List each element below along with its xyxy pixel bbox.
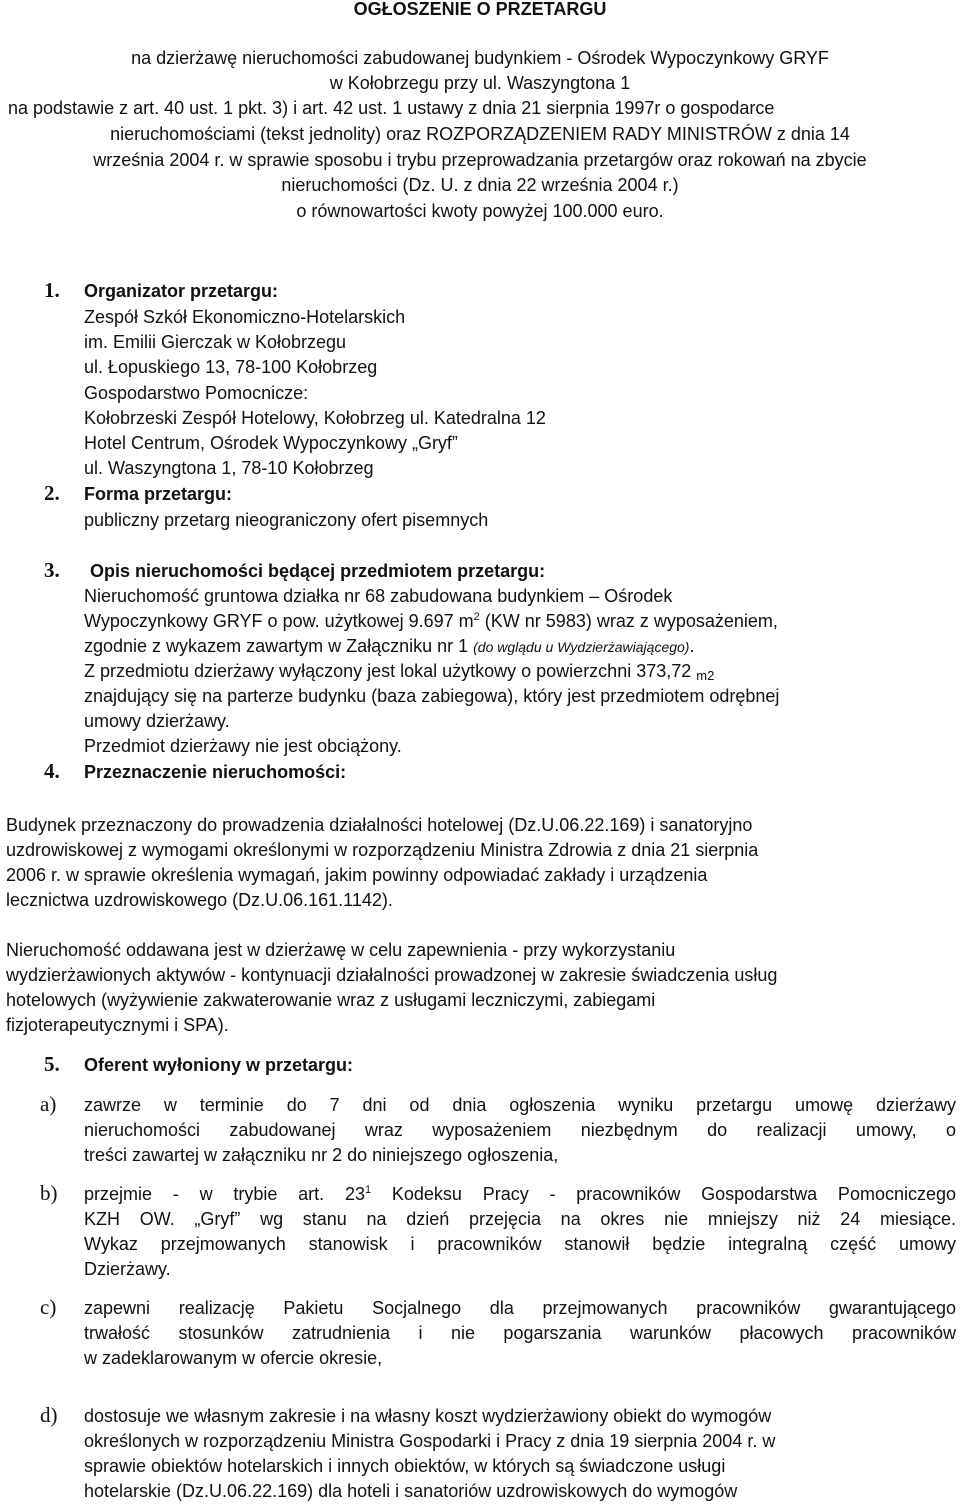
intro-line: nieruchomości (Dz. U. z dnia 22 września 2004 r.) xyxy=(281,175,679,195)
section-number: 3. xyxy=(44,558,60,582)
description-line: znajdujący się na parterze budynku (baza zabiegowa), który jest przedmiotem odrębnej xyxy=(84,686,780,706)
organizer-line: ul. Łopuskiego 13, 78-100 Kołobrzeg xyxy=(84,357,378,377)
purpose-line: Nieruchomość oddawana jest w dzierżawę w celu zapewnienia - przy wykorzystaniu xyxy=(6,940,676,960)
purpose-line: 2006 r. w sprawie określenia wymagań, jakim powinny odpowiadać zakłady i urządzenia xyxy=(6,865,708,885)
attachment-note: (do wglądu u Wydzierżawiającego) xyxy=(473,639,690,655)
organizer-line: Gospodarstwo Pomocnicze: xyxy=(84,383,309,403)
section-number: 2. xyxy=(44,481,60,505)
purpose-line: lecznictwa uzdrowiskowego (Dz.U.06.161.1142). xyxy=(6,890,393,910)
item-label: a) xyxy=(40,1092,57,1116)
item-line: treści zawartej w załączniku nr 2 do niniejszego ogłoszenia, xyxy=(84,1145,559,1165)
item-label: b) xyxy=(40,1181,58,1205)
intro-line: nieruchomościami (tekst jednolity) oraz ROZPORZĄDZENIEM RADY MINISTRÓW z dnia 14 xyxy=(110,124,850,144)
item-line: dostosuje we własnym zakresie i na własny koszt wydzierżawiony obiekt do wymogów xyxy=(84,1406,772,1426)
form-line: publiczny przetarg nieograniczony ofert pisemnych xyxy=(84,510,489,530)
item-line: nieruchomości zabudowanej wraz wyposażeniem niezbędnym do realizacji umowy, o xyxy=(84,1120,956,1140)
item-line: hotelarskie (Dz.U.06.22.169) dla hoteli i sanatoriów uzdrowiskowych do wymogów xyxy=(84,1481,738,1501)
section-number: 5. xyxy=(44,1052,60,1076)
description-line: umowy dzierżawy. xyxy=(84,711,230,731)
item-line: w zadeklarowanym w ofercie okresie, xyxy=(84,1348,383,1368)
item-line: przejmie - w trybie art. $23^1$ Kodeksu Pracy - pracowników Gospodarstwa Pomocniczego xyxy=(84,1184,957,1204)
intro-line: na podstawie z art. 40 ust. 1 pkt. 3) i art. 42 ust. 1 ustawy z dnia 21 sierpnia 1997r o gospodarce xyxy=(8,98,775,118)
description-line: Przedmiot dzierżawy nie jest obciążony. xyxy=(84,736,402,756)
description-line: Wypoczynkowy GRYF o pow. użytkowej 9.697 $m^2$ (KW nr 5983) wraz z wyposażeniem, xyxy=(84,611,778,631)
item-line: określonych w rozporządzeniu Ministra Gospodarki i Pracy z dnia 19 sierpnia 2004 r. w xyxy=(84,1431,776,1451)
intro-line: na dzierżawę nieruchomości zabudowanej budynkiem - Ośrodek Wypoczynkowy GRYF xyxy=(131,48,829,68)
page-title: OGŁOSZENIE O PRZETARGU xyxy=(353,0,607,19)
item-line: Wykaz przejmowanych stanowisk i pracowników stanowił będzie integralną część umowy xyxy=(84,1234,956,1254)
section-heading: Opis nieruchomości będącej przedmiotem przetargu: xyxy=(90,561,546,581)
item-line: KZH OW. „Gryf” wg stanu na dzień przejęcia na okres nie mniejszy niż 24 miesiące. xyxy=(84,1209,956,1229)
intro-line: o równowartości kwoty powyżej 100.000 euro. xyxy=(296,201,664,221)
item-label: c) xyxy=(40,1295,57,1319)
organizer-line: Kołobrzeski Zespół Hotelowy, Kołobrzeg ul. Katedralna 12 xyxy=(84,408,546,428)
intro-line: września 2004 r. w sprawie sposobu i trybu przeprowadzania przetargów oraz rokowań na zbycie xyxy=(93,150,867,170)
item-line: sprawie obiektów hotelarskich i innych obiektów, w których są świadczone usługi xyxy=(84,1456,726,1476)
organizer-line: Hotel Centrum, Ośrodek Wypoczynkowy „Gryf” xyxy=(84,433,458,453)
organizer-line: Zespół Szkół Ekonomiczno-Hotelarskich xyxy=(84,307,406,327)
section-heading: Przeznaczenie nieruchomości: xyxy=(84,762,347,782)
section-number: 1. xyxy=(44,278,60,302)
purpose-line: fizjoterapeutycznymi i SPA). xyxy=(6,1015,229,1035)
item-line: Dzierżawy. xyxy=(84,1259,171,1279)
item-line: trwałość stosunków zatrudnienia i nie pogarszania warunków płacowych pracowników xyxy=(84,1323,956,1343)
item-label: d) xyxy=(40,1403,58,1427)
purpose-line: hotelowych (wyżywienie zakwaterowanie wraz z usługami leczniczymi, zabiegami xyxy=(6,990,656,1010)
organizer-line: im. Emilii Gierczak w Kołobrzegu xyxy=(84,332,347,352)
organizer-line: ul. Waszyngtona 1, 78-10 Kołobrzeg xyxy=(84,458,374,478)
purpose-line: uzdrowiskowej z wymogami określonymi w rozporządzeniu Ministra Zdrowia z dnia 21 sierpnia xyxy=(6,840,759,860)
section-number: 4. xyxy=(44,759,60,783)
item-line: zapewni realizację Pakietu Socjalnego dla przejmowanych pracowników gwarantującego xyxy=(84,1298,956,1318)
section-heading: Organizator przetargu: xyxy=(84,281,279,301)
purpose-line: Budynek przeznaczony do prowadzenia działalności hotelowej (Dz.U.06.22.169) i sanatoryjno xyxy=(6,815,753,835)
section-heading: Forma przetargu: xyxy=(84,484,233,504)
section-heading: Oferent wyłoniony w przetargu: xyxy=(84,1055,354,1075)
description-line: Z przedmiotu dzierżawy wyłączony jest lokal użytkowy o powierzchni 373,72 m2 xyxy=(84,661,715,683)
item-line: zawrze w terminie do 7 dni od dnia ogłoszenia wyniku przetargu umowę dzierżawy xyxy=(84,1095,956,1115)
intro-line: w Kołobrzegu przy ul. Waszyngtona 1 xyxy=(329,73,631,93)
description-line: zgodnie z wykazem zawartym w Załączniku nr 1 (do wglądu u Wydzierżawiającego). xyxy=(84,636,695,656)
description-line: Nieruchomość gruntowa działka nr 68 zabudowana budynkiem – Ośrodek xyxy=(84,586,673,606)
purpose-line: wydzierżawionych aktywów - kontynuacji działalności prowadzonej w zakresie świadczenia usług xyxy=(6,965,778,985)
